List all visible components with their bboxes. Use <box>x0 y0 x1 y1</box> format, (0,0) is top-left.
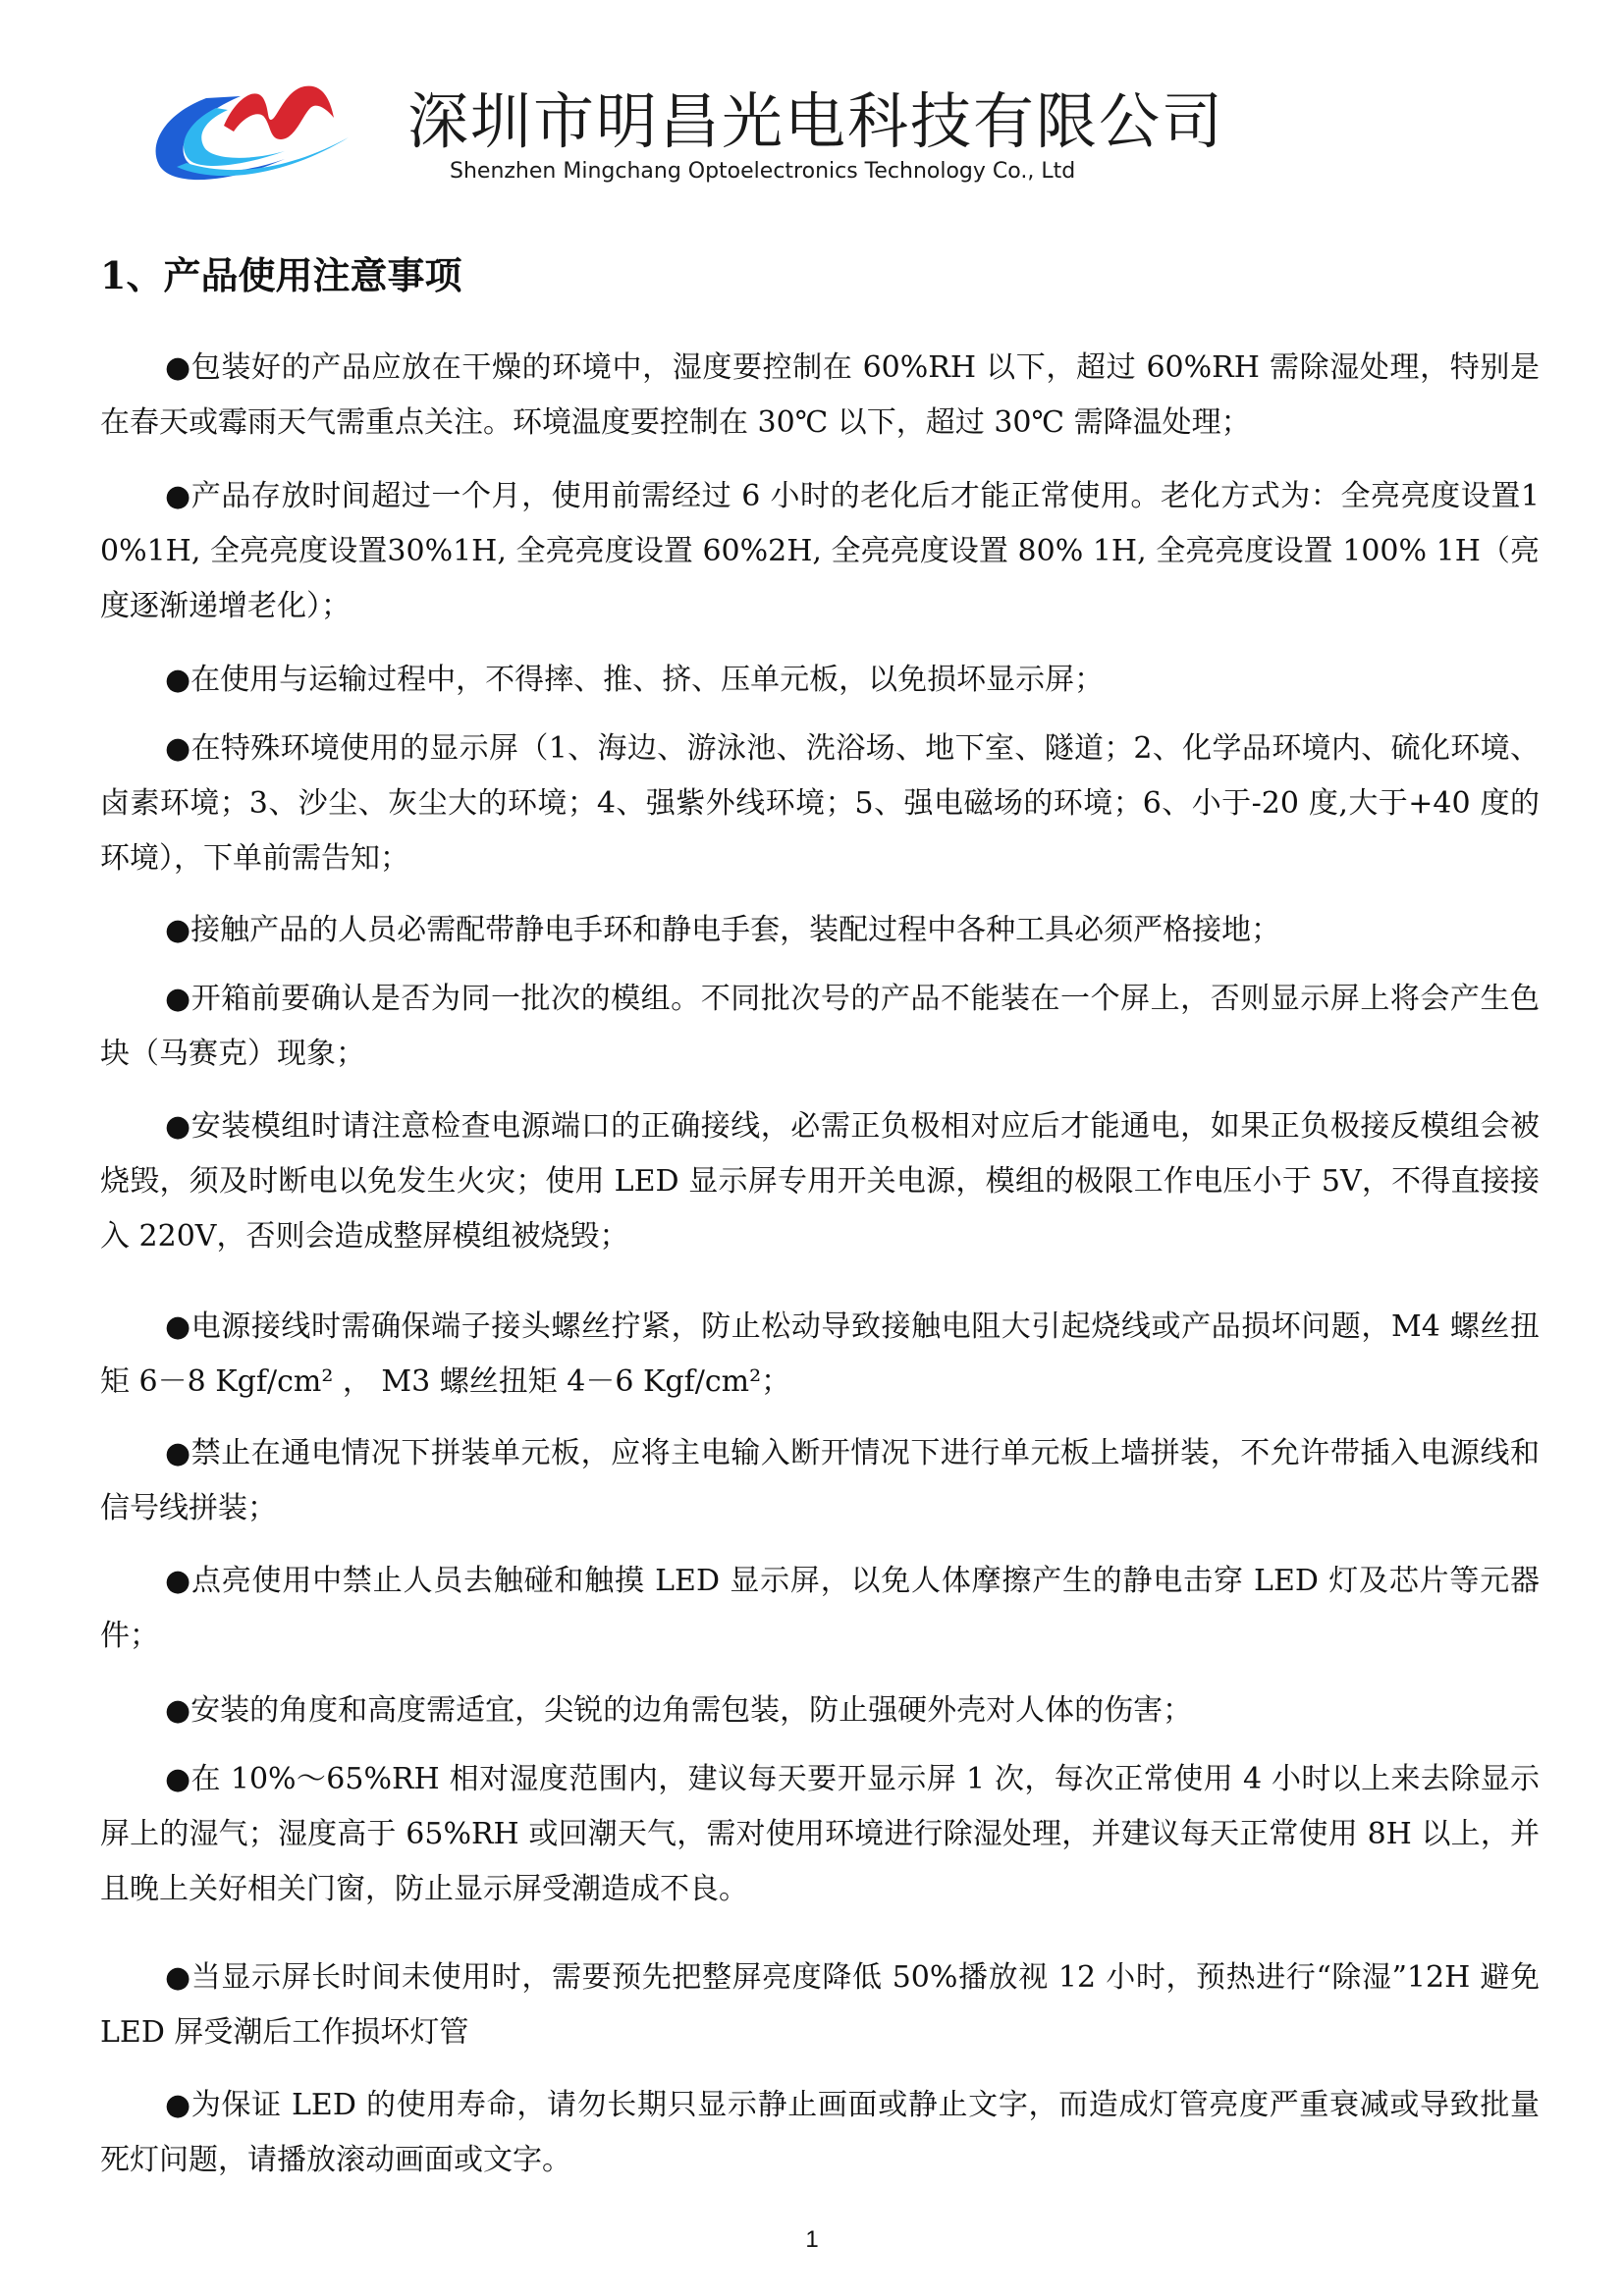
paragraph-preheat: ●当显示屏长时间未使用时，需要预先把整屏亮度降低 50%播放视 12 小时，预热进行“除湿”12H 避免 LED 屏受潮后工作损坏灯管 <box>100 1960 1540 2050</box>
paragraph-no-live-assembly: ●禁止在通电情况下拼装单元板，应将主电输入断开情况下进行单元板上墙拼装，不允许带插入电源线和信号线拼装； <box>100 1436 1540 1525</box>
paragraph-no-touch: ●点亮使用中禁止人员去触碰和触摸 LED 显示屏，以免人体摩擦产生的静电击穿 LED 灯及芯片等元器件； <box>100 1564 1540 1653</box>
paragraph-terminal-torque: ●电源接线时需确保端子接头螺丝拧紧，防止松动导致接触电阻大引起烧线或产品损坏问题，M4 螺丝扭矩 6－8 Kgf/cm² ， M3 螺丝扭矩 4－6 Kgf/cm²； <box>100 1309 1540 1399</box>
paragraph-batch-check: ●开箱前要确认是否为同一批次的模组。不同批次号的产品不能装在一个屏上，否则显示屏上将会产生色块（马赛克）现象； <box>100 982 1540 1071</box>
paragraph-humidity-storage: ●包装好的产品应放在干燥的环境中，湿度要控制在 60%RH 以下，超过 60%RH 需除湿处理，特别是在春天或霉雨天气需重点关注。环境温度要控制在 30℃ 以下，超过 30℃ 需降温处理； <box>100 350 1540 440</box>
paragraph-installation-angle: ●安装的角度和高度需适宜，尖锐的边角需包装，防止强硬外壳对人体的伤害； <box>165 1693 1193 1728</box>
letterhead <box>147 69 1276 196</box>
paragraph-transport: ●在使用与运输过程中，不得摔、推、挤、压单元板，以免损坏显示屏； <box>165 663 1105 697</box>
company-logo-icon <box>147 69 358 187</box>
paragraph-aging: ●产品存放时间超过一个月，使用前需经过 6 小时的老化后才能正常使用。老化方式为：全亮亮度设置10%1H, 全亮亮度设置30%1H, 全亮亮度设置 60%2H, 全亮亮度设置 80% 1H, 全亮亮度设置 100% 1H（亮度逐渐递增老化）； <box>100 479 1540 623</box>
section-title: 1、产品使用注意事项 <box>100 253 462 297</box>
paragraph-daily-dehumidify: ●在 10%～65%RH 相对湿度范围内，建议每天要开显示屏 1 次，每次正常使用 4 小时以上来去除显示屏上的湿气；湿度高于 65%RH 或回潮天气，需对使用环境进行除湿处理，并建议每天正常使用 8H 以上，并且晚上关好相关门窗，防止显示屏受潮造成不良。 <box>100 1762 1540 1906</box>
paragraph-special-environment: ●在特殊环境使用的显示屏（1、海边、游泳池、洗浴场、地下室、隧道；2、化学品环境内、硫化环境、卤素环境；3、沙尘、灰尘大的环境；4、强紫外线环境；5、强电磁场的环境；6、小于-20 度,大于+40 度的环境），下单前需告知； <box>100 731 1540 876</box>
paragraph-lifespan: ●为保证 LED 的使用寿命，请勿长期只显示静止画面或静止文字，而造成灯管亮度严重衰减或导致批量死灯问题，请播放滚动画面或文字。 <box>100 2088 1540 2177</box>
paragraph-static-protection: ●接触产品的人员必需配带静电手环和静电手套，装配过程中各种工具必须严格接地； <box>165 913 1281 947</box>
page-number: 1 <box>805 2226 819 2253</box>
paragraph-power-wiring: ●安装模组时请注意检查电源端口的正确接线，必需正负极相对应后才能通电，如果正负极接反模组会被烧毁，须及时断电以免发生火灾；使用 LED 显示屏专用开关电源，模组的极限工作电压小于 5V，不得直接接入 220V，否则会造成整屏模组被烧毁； <box>100 1109 1540 1254</box>
company-name-cn: 深圳市明昌光电科技有限公司 <box>407 85 1225 157</box>
company-name-en: Shenzhen Mingchang Optoelectronics Technology Co., Ltd <box>450 159 1076 184</box>
